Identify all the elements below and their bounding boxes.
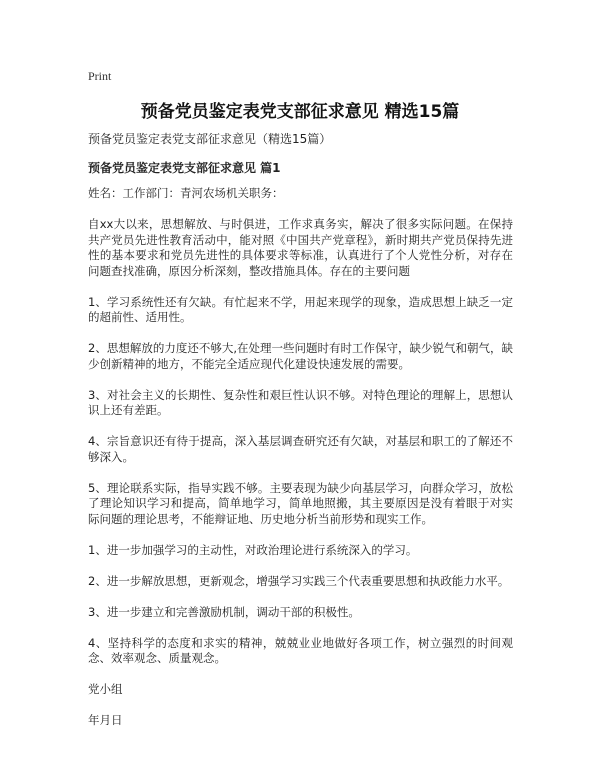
problem-item-3: 3、对社会主义的长期性、复杂性和艰巨性认识不够。对特色理论的理解上，思想认识上还有差距。 [88, 387, 513, 417]
signature-group: 党小组 [88, 682, 123, 696]
section-heading: 预备党员鉴定表党支部征求意见 篇1 [88, 161, 281, 175]
document-subtitle: 预备党员鉴定表党支部征求意见（精选15篇） [88, 132, 332, 146]
name-line: 姓名：工作部门：青河农场机关职务： [88, 186, 284, 200]
problem-item-2: 2、思想解放的力度还不够大,在处理一些问题时有时工作保守，缺少锐气和朝气，缺少创新精神的地方，不能完全适应现代化建设快速发展的需要。 [88, 341, 513, 371]
document-title: 预备党员鉴定表党支部征求意见 精选15篇 [140, 102, 460, 122]
measure-item-4: 4、坚持科学的态度和求实的精神，兢兢业业地做好各项工作，树立强烈的时间观念、效率观念、质量观念。 [88, 635, 513, 665]
measure-item-2: 2、进一步解放思想，更新观念，增强学习实践三个代表重要思想和执政能力水平。 [88, 573, 510, 588]
date-line: 年月日 [88, 713, 123, 727]
measure-item-3: 3、进一步建立和完善激励机制，调动干部的积极性。 [88, 604, 360, 619]
intro-paragraph: 自xx大以来，思想解放、与时俱进，工作求真务实，解决了很多实际问题。在保持共产党员先进性教育活动中，能对照《中国共产党章程》，新时期共产党员保持先进性的基本要求和党员先进性的具体要求等标准，认真进行了个人党性分析，对存在问题查找准确，原因分析深刻，整改措施具体。存在的主要问题 [88, 217, 513, 278]
problem-item-4: 4、宗旨意识还有待于提高，深入基层调查研究还有欠缺，对基层和职工的了解还不够深入。 [88, 434, 513, 464]
measure-item-1: 1、进一步加强学习的主动性，对政治理论进行系统深入的学习。 [88, 542, 418, 557]
document-body [88, 186, 513, 744]
problem-item-1: 1、学习系统性还有欠缺。有忙起来不学，用起来现学的现象，造成思想上缺乏一定的超前性、适用性。 [88, 294, 513, 324]
print-link[interactable]: Print [88, 69, 112, 83]
problem-item-5: 5、理论联系实际，指导实践不够。主要表现为缺少向基层学习，向群众学习，放松了理论知识学习和提高，简单地学习，简单地照搬，其主要原因是没有着眼于对实际问题的理论思考，不能辩证地、历史地分析当前形势和现实工作。 [88, 480, 513, 526]
